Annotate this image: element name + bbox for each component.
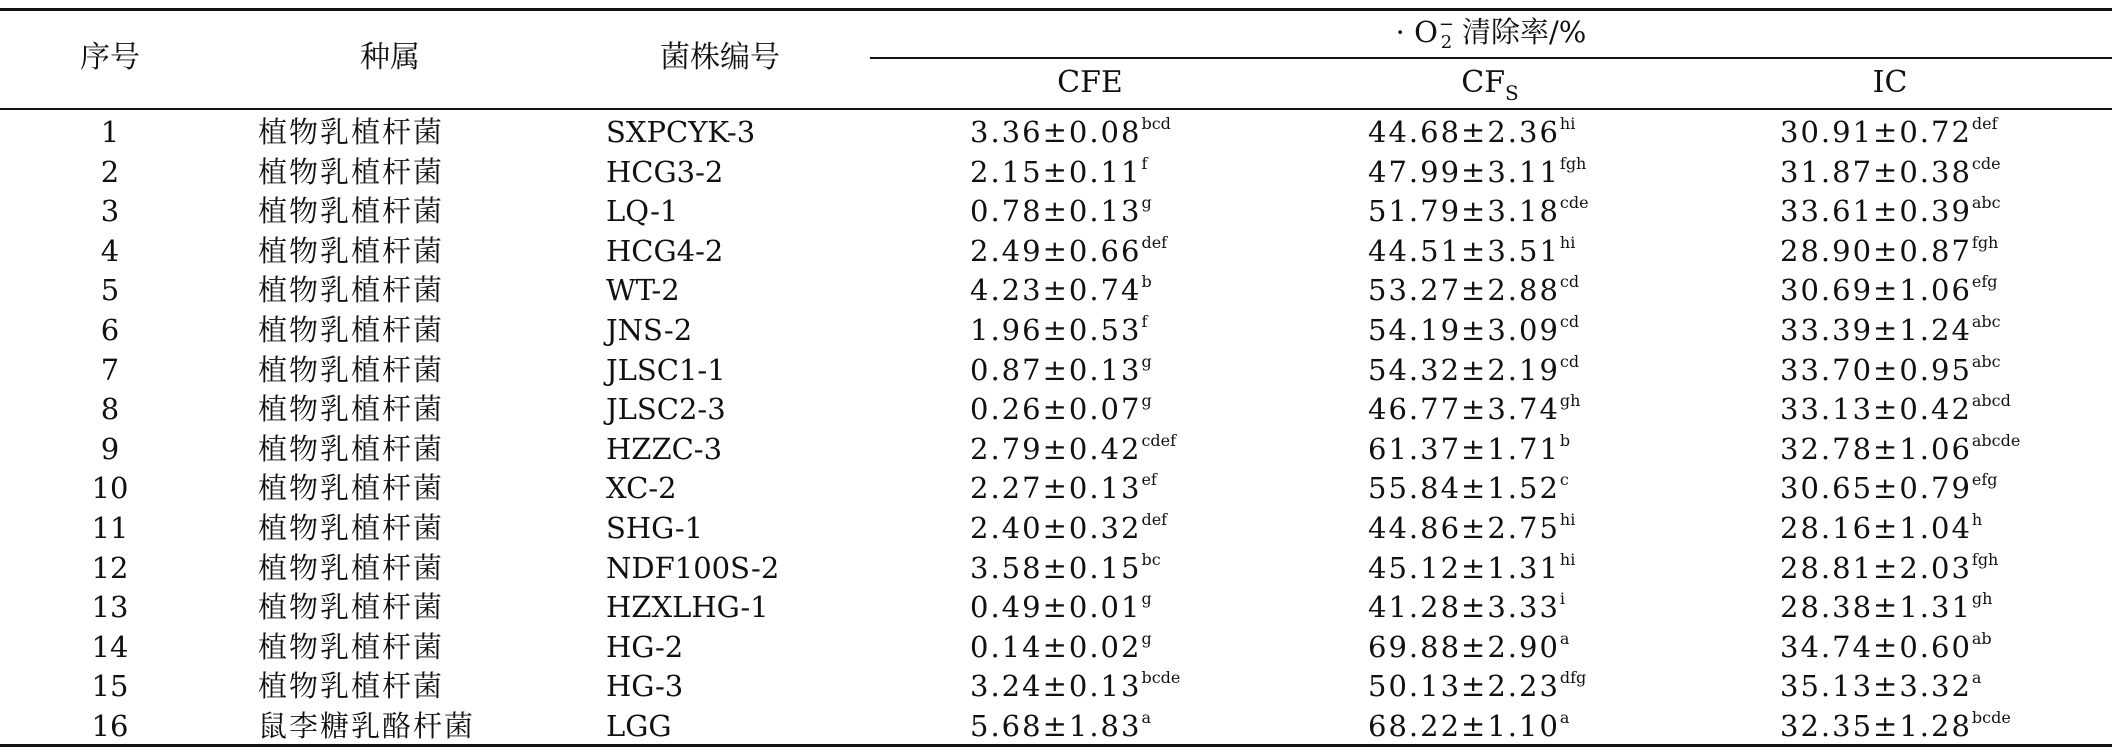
row-ic-cell: [1780, 232, 1998, 272]
row-genus: 植物乳植杆菌: [258, 590, 445, 625]
row-genus: 植物乳植杆菌: [258, 233, 445, 268]
row-ic-cell: [1780, 311, 2001, 351]
row-cfe-value: 2.15±0.11: [970, 154, 1142, 189]
table-row: [0, 113, 2112, 153]
row-ic-significance: gh: [1971, 589, 1993, 609]
row-ic-significance: abc: [1971, 312, 2001, 331]
row-ic-cell: [1780, 469, 1998, 509]
row-ic-cell: [1780, 667, 1981, 707]
row-cfs-value: 55.84±1.52: [1368, 471, 1560, 506]
row-genus: 植物乳植杆菌: [258, 154, 445, 189]
row-cfe-cell: [970, 153, 1147, 193]
row-cfe-cell: [970, 628, 1152, 668]
row-cfs-significance: hi: [1559, 232, 1576, 252]
row-ic-cell: [1780, 549, 1998, 589]
row-index: 13: [91, 590, 129, 625]
row-cfe-value: 2.79±0.42: [970, 431, 1142, 466]
row-genus: 植物乳植杆菌: [258, 431, 445, 466]
row-cfs-value: 54.32±2.19: [1368, 352, 1560, 387]
row-genus: 植物乳植杆菌: [258, 194, 445, 229]
row-ic-significance: abc: [1971, 351, 2001, 371]
row-ic-significance: def: [1971, 114, 1998, 133]
row-strain: JLSC2-3: [606, 392, 726, 427]
row-strain: HZZC-3: [606, 431, 723, 466]
header-scavenging-rate: [870, 12, 2112, 52]
row-cfe-cell: [970, 311, 1147, 351]
row-index: 14: [91, 629, 129, 664]
table-row: [0, 430, 2112, 470]
table-row: [0, 549, 2112, 589]
row-genus: 植物乳植杆菌: [258, 273, 445, 308]
table-row: [0, 351, 2112, 391]
row-ic-cell: [1780, 271, 1998, 311]
row-genus: 植物乳植杆菌: [258, 115, 445, 149]
row-cfe-cell: [970, 351, 1152, 391]
table-row: [0, 509, 2112, 549]
row-ic-significance: abc: [1971, 193, 2001, 213]
row-cfs-significance: a: [1559, 708, 1570, 727]
row-genus: 植物乳植杆菌: [258, 550, 445, 585]
row-cfe-value: 2.49±0.66: [970, 233, 1142, 268]
row-strain: XC-2: [606, 471, 677, 506]
row-ic-significance: efg: [1971, 272, 1998, 292]
row-ic-cell: [1780, 430, 2020, 470]
row-genus: 植物乳植杆菌: [258, 392, 445, 427]
row-cfs-value: 44.68±2.36: [1368, 115, 1560, 149]
row-cfs-value: 41.28±3.33: [1368, 590, 1560, 625]
row-ic-cell: [1780, 192, 2001, 232]
header-cfe: CFE: [1057, 65, 1123, 100]
row-index: 15: [91, 669, 129, 704]
row-cfs-cell: [1368, 588, 1565, 628]
row-genus: 鼠李糖乳酪杆菌: [258, 709, 476, 743]
row-ic-cell: [1780, 351, 2001, 391]
row-strain: HG-2: [606, 629, 684, 664]
row-ic-significance: fgh: [1971, 549, 1999, 569]
row-cfs-value: 69.88±2.90: [1368, 629, 1560, 664]
superoxide-charge: −: [1438, 14, 1454, 35]
table-row: [0, 192, 2112, 232]
row-ic-value: 30.69±1.06: [1780, 273, 1972, 308]
row-cfs-significance: dfg: [1559, 668, 1587, 688]
row-ic-cell: [1780, 509, 1982, 549]
table-row: [0, 311, 2112, 351]
row-cfe-significance: ef: [1141, 470, 1157, 490]
row-cfe-significance: def: [1141, 510, 1168, 529]
row-cfs-cell: [1368, 549, 1575, 589]
row-index: 3: [100, 194, 120, 229]
row-genus: 植物乳植杆菌: [258, 471, 445, 506]
row-genus: 植物乳植杆菌: [258, 511, 445, 545]
row-ic-value: 34.74±0.60: [1780, 629, 1972, 664]
table-row: [0, 588, 2112, 628]
row-strain: HCG4-2: [606, 233, 724, 268]
row-cfe-significance: g: [1141, 628, 1152, 648]
row-ic-cell: [1780, 707, 2011, 747]
row-index: 12: [91, 550, 129, 585]
row-ic-significance: abcde: [1971, 430, 2021, 450]
table-row: [0, 667, 2112, 707]
row-cfs-cell: [1368, 351, 1579, 391]
row-ic-value: 33.70±0.95: [1780, 352, 1972, 387]
row-cfs-value: 54.19±3.09: [1368, 313, 1560, 347]
row-ic-value: 28.16±1.04: [1780, 511, 1972, 545]
row-ic-value: 35.13±3.32: [1780, 669, 1972, 704]
row-cfs-cell: [1368, 628, 1569, 668]
row-ic-significance: efg: [1971, 470, 1998, 490]
row-ic-significance: abcd: [1971, 391, 2011, 411]
row-strain: JNS-2: [606, 313, 693, 347]
row-cfe-value: 0.49±0.01: [970, 590, 1142, 625]
row-cfe-cell: [970, 509, 1167, 549]
row-cfe-significance: g: [1141, 589, 1152, 609]
row-cfe-significance: cdef: [1141, 430, 1177, 450]
row-index: 10: [91, 471, 129, 506]
row-cfe-cell: [970, 271, 1152, 311]
header-genus: 种属: [360, 40, 420, 75]
row-ic-value: 33.39±1.24: [1780, 313, 1972, 347]
row-ic-cell: [1780, 153, 2001, 193]
row-ic-value: 30.91±0.72: [1780, 115, 1972, 149]
row-cfs-significance: cd: [1559, 351, 1580, 371]
row-index: 1: [100, 115, 120, 149]
row-cfe-value: 3.36±0.08: [970, 115, 1142, 149]
row-index: 11: [91, 511, 129, 545]
top-rule: [0, 8, 2112, 11]
row-strain: NDF100S-2: [606, 550, 780, 585]
row-ic-significance: cde: [1971, 153, 2001, 173]
row-ic-value: 32.35±1.28: [1780, 709, 1972, 743]
row-cfe-significance: f: [1141, 312, 1148, 331]
row-ic-value: 28.90±0.87: [1780, 233, 1972, 268]
superoxide-sup-sub: [1439, 16, 1454, 52]
row-ic-value: 31.87±0.38: [1780, 154, 1972, 189]
row-ic-value: 28.81±2.03: [1780, 550, 1972, 585]
row-index: 2: [100, 154, 120, 189]
row-cfe-significance: bcde: [1141, 668, 1181, 688]
row-genus: 植物乳植杆菌: [258, 313, 445, 347]
row-cfe-value: 0.87±0.13: [970, 352, 1142, 387]
row-cfe-value: 1.96±0.53: [970, 313, 1142, 347]
row-strain: SHG-1: [606, 511, 704, 545]
row-ic-significance: ab: [1971, 628, 1992, 648]
row-index: 5: [100, 273, 120, 308]
row-cfs-cell: [1368, 469, 1569, 509]
header-cfs-main: CF: [1461, 65, 1506, 100]
row-cfe-significance: a: [1141, 708, 1151, 727]
superoxide-subscript: 2: [1440, 32, 1453, 53]
row-cfs-value: 44.51±3.51: [1368, 233, 1560, 268]
row-ic-value: 30.65±0.79: [1780, 471, 1972, 506]
table-row: [0, 153, 2112, 193]
row-strain: LGG: [606, 709, 672, 743]
row-cfs-significance: gh: [1559, 391, 1581, 411]
row-ic-significance: fgh: [1971, 232, 1999, 252]
table-row: [0, 707, 2112, 747]
row-cfs-cell: [1368, 271, 1579, 311]
row-cfs-value: 46.77±3.74: [1368, 392, 1560, 427]
header-index: 序号: [80, 40, 140, 75]
header-ic: IC: [1872, 65, 1908, 100]
row-index: 9: [100, 431, 120, 466]
row-cfs-value: 50.13±2.23: [1368, 669, 1560, 704]
group-rule: [870, 57, 2112, 59]
row-cfe-significance: def: [1141, 232, 1168, 252]
row-cfs-value: 44.86±2.75: [1368, 511, 1560, 545]
row-cfs-cell: [1368, 430, 1570, 470]
row-cfe-significance: f: [1141, 153, 1148, 173]
row-cfe-value: 0.78±0.13: [970, 194, 1142, 229]
row-cfe-cell: [970, 469, 1157, 509]
row-cfe-cell: [970, 390, 1152, 430]
row-cfs-cell: [1368, 667, 1586, 707]
table-row: [0, 232, 2112, 272]
row-genus: 植物乳植杆菌: [258, 629, 445, 664]
row-cfe-significance: b: [1141, 272, 1152, 292]
row-strain: HCG3-2: [606, 154, 724, 189]
row-cfs-significance: c: [1559, 470, 1569, 490]
row-cfs-cell: [1368, 509, 1575, 549]
row-cfs-cell: [1368, 113, 1575, 153]
row-cfs-cell: [1368, 390, 1580, 430]
row-cfs-significance: hi: [1559, 114, 1576, 133]
row-ic-cell: [1780, 588, 1992, 628]
row-cfe-cell: [970, 707, 1151, 747]
row-index: 16: [91, 709, 129, 743]
scavenging-rate-label: 清除率/%: [1461, 15, 1587, 49]
row-ic-cell: [1780, 113, 1998, 153]
row-cfe-significance: bcd: [1141, 114, 1171, 133]
row-cfs-cell: [1368, 153, 1586, 193]
row-index: 4: [100, 233, 120, 268]
table-row: [0, 628, 2112, 668]
row-ic-value: 32.78±1.06: [1780, 431, 1972, 466]
row-cfs-significance: hi: [1559, 549, 1576, 569]
table-row: [0, 271, 2112, 311]
row-cfs-significance: hi: [1559, 510, 1576, 529]
table-row: [0, 390, 2112, 430]
row-ic-cell: [1780, 628, 1992, 668]
row-strain: HG-3: [606, 669, 684, 704]
row-ic-significance: a: [1971, 668, 1982, 688]
row-cfs-cell: [1368, 192, 1589, 232]
row-ic-significance: bcde: [1971, 708, 2011, 727]
row-cfs-significance: fgh: [1559, 153, 1587, 173]
row-cfe-value: 4.23±0.74: [970, 273, 1142, 308]
header-rule: [0, 108, 2112, 110]
header-cfs: [1370, 63, 1610, 105]
row-cfe-significance: g: [1141, 391, 1152, 411]
superoxide-label: · O: [1395, 15, 1438, 49]
row-cfe-significance: bc: [1141, 549, 1161, 569]
row-cfe-value: 0.14±0.02: [970, 629, 1142, 664]
row-index: 8: [100, 392, 120, 427]
row-cfs-value: 53.27±2.88: [1368, 273, 1560, 308]
row-strain: HZXLHG-1: [606, 590, 769, 625]
row-cfs-significance: b: [1559, 430, 1571, 450]
row-strain: SXPCYK-3: [606, 115, 756, 149]
row-ic-value: 33.61±0.39: [1780, 194, 1972, 229]
row-cfs-cell: [1368, 707, 1569, 747]
row-strain: JLSC1-1: [606, 352, 726, 387]
row-cfe-value: 3.24±0.13: [970, 669, 1142, 704]
row-cfs-significance: cd: [1559, 312, 1580, 331]
row-cfe-cell: [970, 667, 1180, 707]
row-cfs-significance: i: [1559, 589, 1566, 609]
row-ic-cell: [1780, 390, 2011, 430]
row-ic-value: 28.38±1.31: [1780, 590, 1972, 625]
row-index: 6: [100, 313, 120, 347]
row-cfe-cell: [970, 192, 1152, 232]
row-genus: 植物乳植杆菌: [258, 669, 445, 704]
row-cfe-significance: g: [1141, 193, 1152, 213]
row-cfs-significance: a: [1559, 628, 1570, 648]
row-cfs-value: 61.37±1.71: [1368, 431, 1560, 466]
row-cfe-cell: [970, 232, 1167, 272]
row-index: 7: [100, 352, 120, 387]
row-cfe-significance: g: [1141, 351, 1152, 371]
row-ic-significance: h: [1971, 510, 1983, 529]
row-cfs-cell: [1368, 311, 1579, 351]
row-cfe-value: 2.40±0.32: [970, 511, 1142, 545]
row-cfs-value: 47.99±3.11: [1368, 154, 1560, 189]
row-cfe-value: 0.26±0.07: [970, 392, 1142, 427]
row-cfe-cell: [970, 588, 1152, 628]
row-cfs-significance: cd: [1559, 272, 1580, 292]
row-cfs-cell: [1368, 232, 1575, 272]
header-strain: 菌株编号: [660, 40, 780, 75]
row-cfe-value: 5.68±1.83: [970, 709, 1142, 743]
row-genus: 植物乳植杆菌: [258, 352, 445, 387]
row-strain: WT-2: [606, 273, 680, 308]
row-cfs-value: 51.79±3.18: [1368, 194, 1560, 229]
row-cfe-value: 2.27±0.13: [970, 471, 1142, 506]
row-cfe-cell: [970, 113, 1171, 153]
row-cfs-value: 45.12±1.31: [1368, 550, 1560, 585]
row-cfs-value: 68.22±1.10: [1368, 709, 1560, 743]
row-cfs-significance: cde: [1559, 193, 1589, 213]
header-cfs-subscript: S: [1505, 81, 1519, 105]
table-row: [0, 469, 2112, 509]
row-strain: LQ-1: [606, 194, 679, 229]
row-cfe-cell: [970, 549, 1161, 589]
row-cfe-cell: [970, 430, 1176, 470]
row-ic-value: 33.13±0.42: [1780, 392, 1972, 427]
row-cfe-value: 3.58±0.15: [970, 550, 1142, 585]
